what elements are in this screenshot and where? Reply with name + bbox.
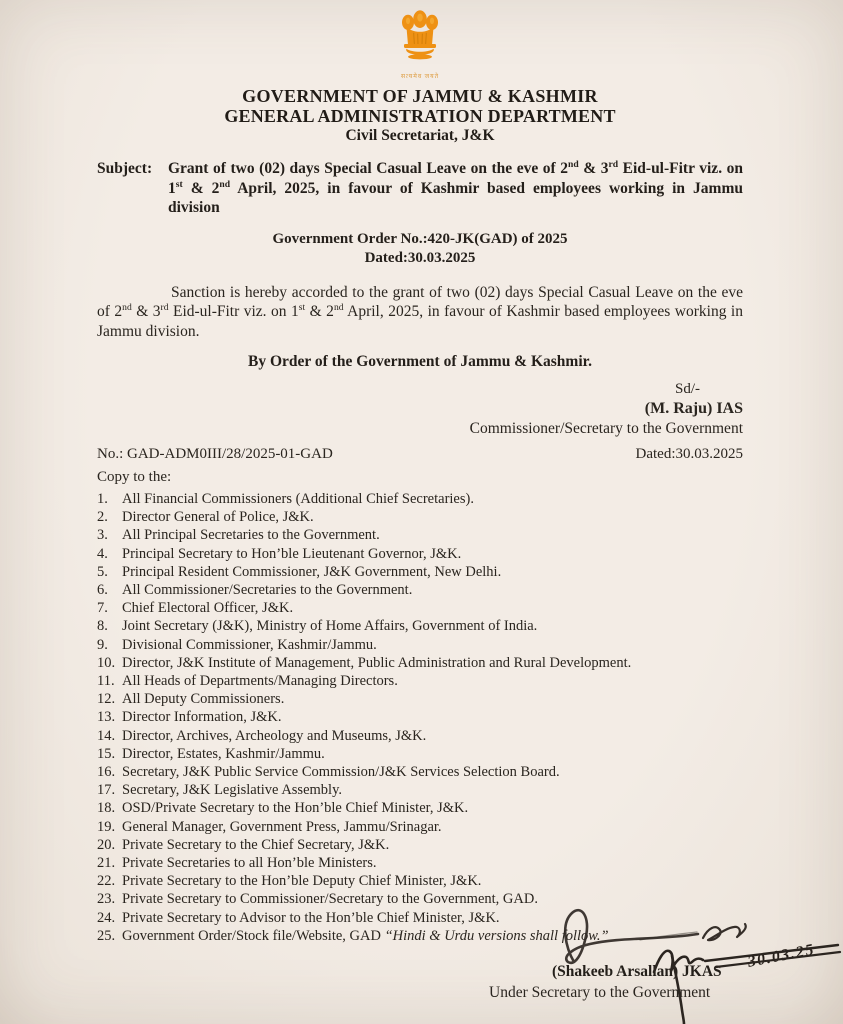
item-number: 3. (97, 527, 108, 544)
list-item (97, 545, 743, 563)
list-item (97, 781, 743, 799)
signatory-name: (M. Raju) IAS (644, 400, 743, 417)
item-number: 9. (97, 636, 108, 653)
list-item (97, 617, 743, 635)
item-text: Private Secretary to Advisor to the Hon’ble Chief Minister, J&K. (122, 909, 500, 926)
list-item (97, 526, 743, 544)
item-text: Joint Secretary (J&K), Ministry of Home Affairs, Government of India. (122, 618, 538, 635)
item-text: Director Information, J&K. (122, 709, 282, 726)
signatory-block (97, 379, 743, 439)
list-item (97, 745, 743, 763)
item-text: All Commissioner/Secretaries to the Government. (122, 582, 413, 599)
header-secretariat-line: Civil Secretariat, J&K (345, 127, 495, 144)
signatory-designation: Commissioner/Secretary to the Government (469, 420, 743, 437)
list-item (97, 727, 743, 745)
sanction-paragraph: Sanction is hereby accorded to the grant of two (02) days Special Casual Leave on the eve of 2nd & 3rd Eid-ul-Fitr viz. on 1st & 2nd April, 2025, in favour of Kashmir based employees working in Jammu division. (97, 283, 743, 340)
item-number: 5. (97, 563, 108, 580)
copy-to-list (97, 490, 743, 945)
list-item (97, 836, 743, 854)
list-item (97, 599, 743, 617)
document-content (97, 0, 743, 945)
order-number: Government Order No.:420-JK(GAD) of 2025 (272, 230, 568, 247)
item-text: Private Secretary to Commissioner/Secretary to the Government, GAD. (122, 891, 538, 908)
item-number: 2. (97, 509, 108, 526)
item-text: Director General of Police, J&K. (122, 509, 314, 526)
item-number: 23. (97, 891, 116, 908)
item-text: Principal Secretary to Hon’ble Lieutenant Governor, J&K. (122, 545, 462, 562)
item-number: 11. (97, 673, 115, 690)
list-item (97, 508, 743, 526)
item-number: 18. (97, 800, 116, 817)
emblem-motto: सत्यमेव जयते (400, 74, 440, 80)
sd-line: Sd/- (674, 381, 700, 397)
item-number: 10. (97, 654, 116, 671)
item-text: Secretary, J&K Legislative Assembly. (122, 782, 342, 799)
footer-signatory-designation: Under Secretary to the Government (489, 984, 711, 1001)
item-number: 25. (97, 927, 116, 944)
by-order-line: By Order of the Government of Jammu & Kashmir. (248, 353, 592, 370)
item-text: All Heads of Departments/Managing Directors. (122, 673, 398, 690)
item-number: 12. (97, 691, 116, 708)
list-item (97, 563, 743, 581)
header-department-line: GENERAL ADMINISTRATION DEPARTMENT (224, 106, 616, 126)
item-text: All Deputy Commissioners. (122, 691, 285, 708)
list-item (97, 763, 743, 781)
list-item (97, 909, 743, 927)
item-number: 14. (97, 727, 116, 744)
item-number: 22. (97, 873, 116, 890)
item-number: 17. (97, 782, 116, 799)
item-number: 16. (97, 764, 116, 781)
item-text: OSD/Private Secretary to the Hon’ble Chief Minister, J&K. (122, 800, 469, 817)
item-number: 6. (97, 582, 108, 599)
list-item (97, 927, 743, 945)
item-text: Principal Resident Commissioner, J&K Government, New Delhi. (122, 563, 502, 580)
item-text: Chief Electoral Officer, J&K. (122, 600, 294, 617)
item-number: 19. (97, 818, 116, 835)
list-item (97, 636, 743, 654)
subject-text: Grant of two (02) days Special Casual Leave on the eve of 2nd & 3rd Eid-ul-Fitr viz. on 1st & 2nd April, 2025, in favour of Kashmir based employees working in Jammu division (168, 158, 743, 216)
reference-date: Dated:30.03.2025 (635, 446, 743, 462)
item-text: All Principal Secretaries to the Government. (122, 527, 380, 544)
item-text: Director, Estates, Kashmir/Jammu. (122, 745, 325, 762)
list-item (97, 890, 743, 908)
footer-signatory-name: (Shakeeb Arsallan) JKAS (552, 963, 722, 980)
reference-row (97, 446, 743, 463)
list-item (97, 799, 743, 817)
item-text: Private Secretary to the Chief Secretary, J&K. (122, 836, 390, 853)
list-item (97, 872, 743, 890)
national-emblem-icon (396, 4, 444, 68)
list-item (97, 708, 743, 726)
item-number: 4. (97, 545, 108, 562)
item-number: 15. (97, 745, 116, 762)
document-letterhead (97, 0, 743, 81)
list-item (97, 690, 743, 708)
list-item (97, 581, 743, 599)
item-text: Secretary, J&K Public Service Commission/J&K Services Selection Board. (122, 764, 560, 781)
order-number-block (97, 230, 743, 268)
list-item (97, 490, 743, 508)
order-date: Dated:30.03.2025 (364, 249, 476, 266)
item-number: 21. (97, 855, 116, 872)
item-text: Director, J&K Institute of Management, Public Administration and Rural Development. (122, 654, 632, 671)
item-text: Private Secretaries to all Hon’ble Ministers. (122, 855, 377, 872)
item-number: 7. (97, 600, 108, 617)
subject-label: Subject: (97, 160, 153, 177)
item-number: 8. (97, 618, 108, 635)
handwritten-date: 30.03.25 (746, 941, 817, 971)
item-number: 20. (97, 836, 116, 853)
item-text: General Manager, Government Press, Jammu/Srinagar. (122, 818, 442, 835)
item-text: Government Order/Stock file/Website, GAD “Hindi & Urdu versions shall follow.” (122, 927, 609, 944)
reference-number: No.: GAD-ADM0III/28/2025-01-GAD (97, 446, 333, 462)
item-text: Divisional Commissioner, Kashmir/Jammu. (122, 636, 377, 653)
list-item (97, 818, 743, 836)
subject-block (97, 159, 743, 218)
list-item (97, 654, 743, 672)
header-government-line: GOVERNMENT OF JAMMU & KASHMIR (242, 86, 598, 106)
copy-to-label: Copy to the: (97, 469, 172, 485)
item-number: 13. (97, 709, 116, 726)
item-text: Director, Archives, Archeology and Museums, J&K. (122, 727, 427, 744)
list-item (97, 854, 743, 872)
list-item (97, 672, 743, 690)
item-text: All Financial Commissioners (Additional Chief Secretaries). (122, 491, 474, 507)
item-number: 24. (97, 909, 116, 926)
item-text: Private Secretary to the Hon’ble Deputy Chief Minister, J&K. (122, 873, 482, 890)
item-number: 1. (97, 491, 108, 507)
